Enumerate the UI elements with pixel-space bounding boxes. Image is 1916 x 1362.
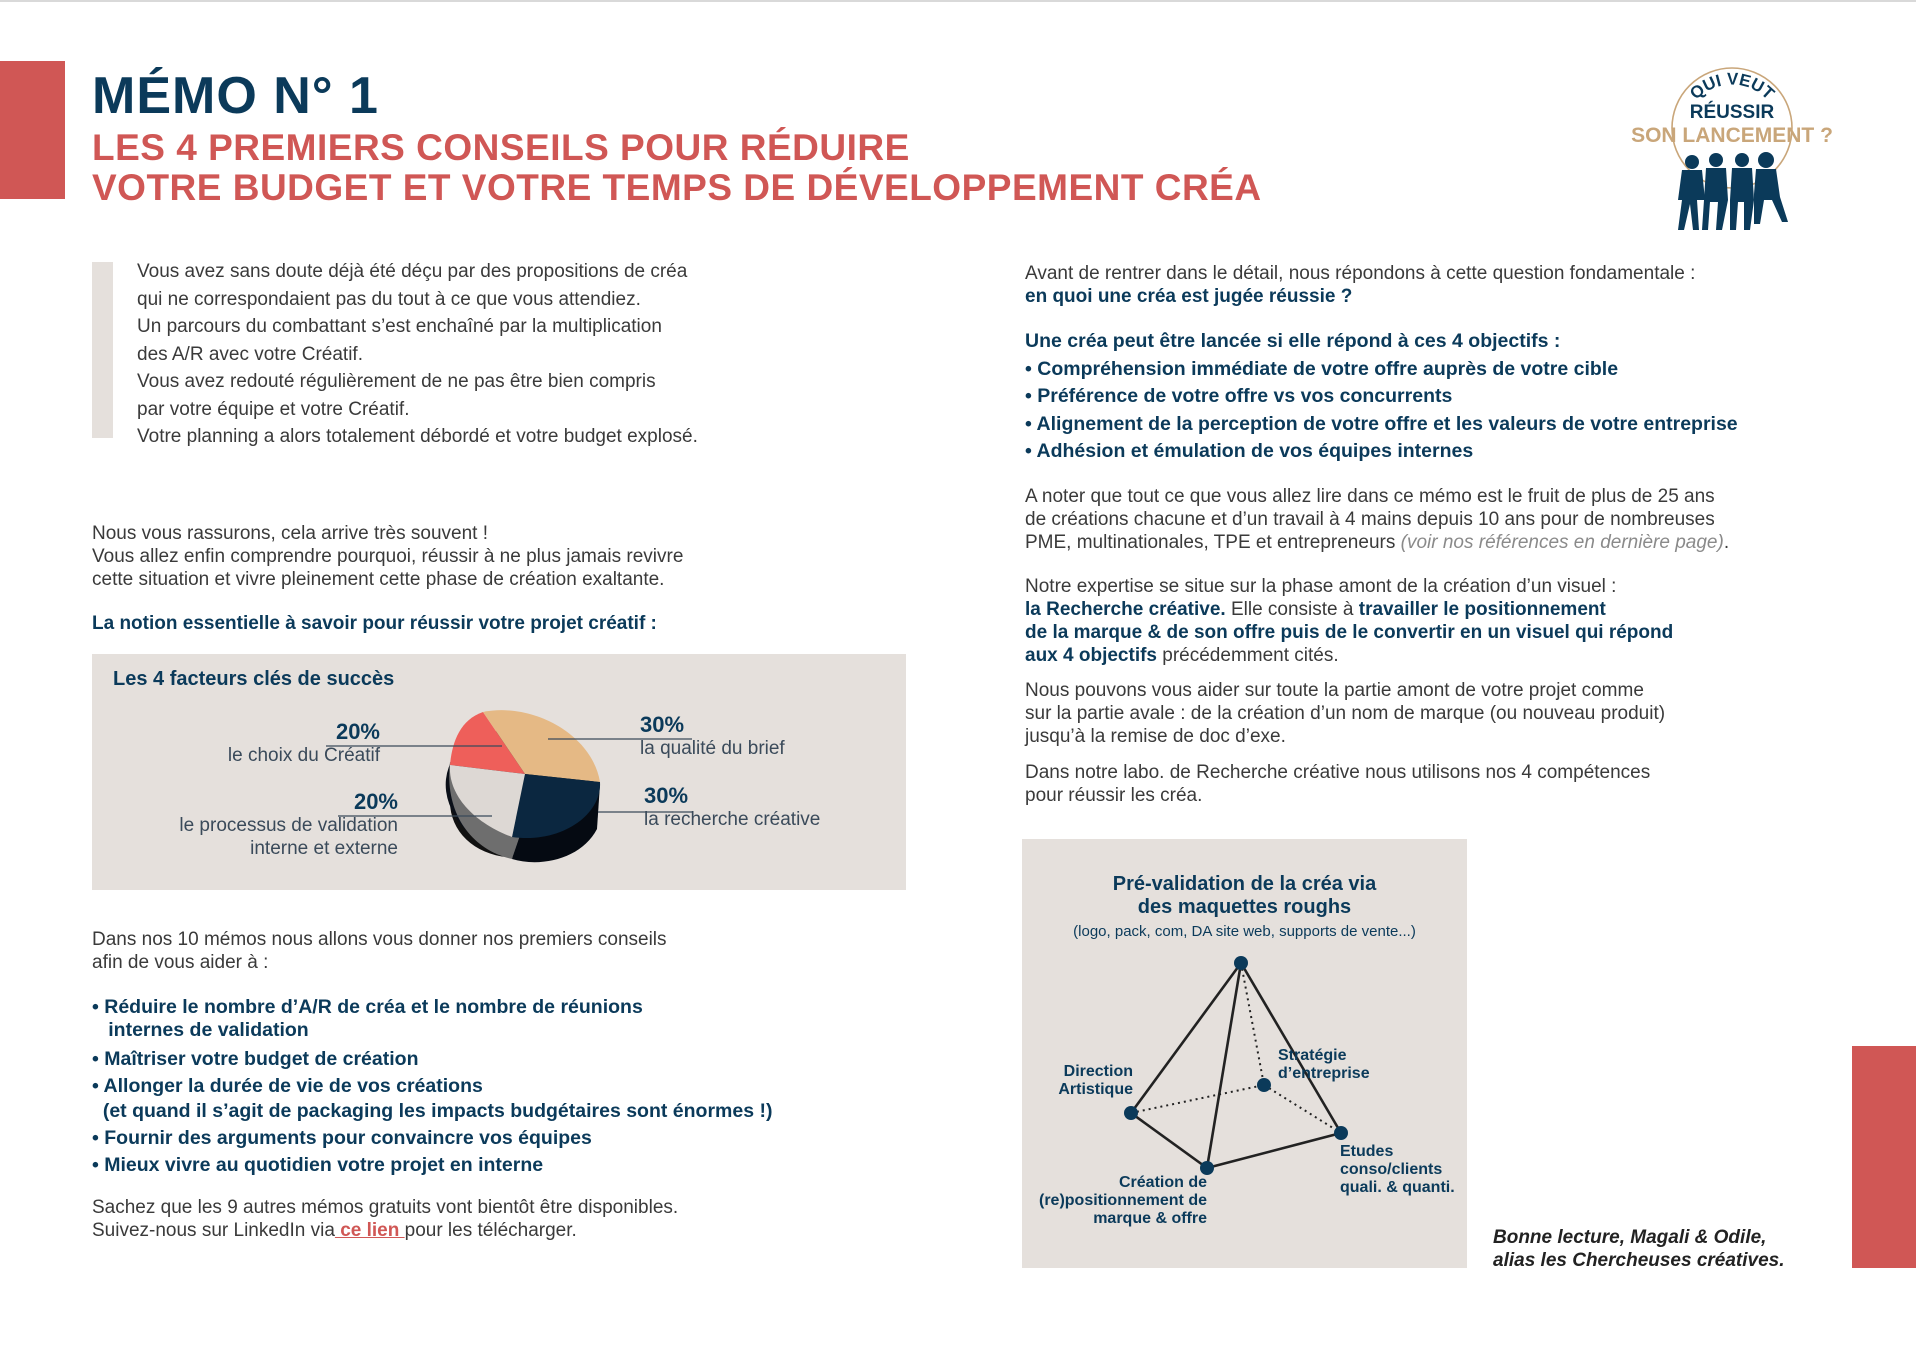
label-etudes: Etudes conso/clients quali. & quanti. bbox=[1340, 1143, 1455, 1196]
subtitle-line: LES 4 PREMIERS CONSEILS POUR RÉDUIRE bbox=[92, 127, 910, 168]
memos-intro-line: afin de vous aider à : bbox=[92, 952, 269, 973]
memos-intro-line: Dans nos 10 mémos nous allons vous donner nos premiers conseils bbox=[92, 929, 667, 950]
intro-line: Vous avez sans doute déjà été déçu par des propositions de créa bbox=[137, 261, 688, 282]
question-intro: Avant de rentrer dans le détail, nous répondons à cette question fondamentale : bbox=[1025, 263, 1696, 284]
pie-chart-box bbox=[92, 654, 906, 890]
node-da bbox=[1124, 1106, 1138, 1120]
references-note: (voir nos références en dernière page) bbox=[1400, 532, 1724, 553]
reassure-line: Nous vous rassurons, cela arrive très souvent ! bbox=[92, 523, 489, 544]
question-block bbox=[1025, 262, 1695, 308]
intro-line: Vous avez redouté régulièrement de ne pas être bien compris bbox=[137, 371, 656, 392]
four-people-silhouette-icon bbox=[1628, 62, 1838, 232]
intro-line: des A/R avec votre Créatif. bbox=[137, 343, 363, 365]
goal-item: • Mieux vivre au quotidien votre projet en interne bbox=[92, 1154, 544, 1176]
pie-label-recherche: 30% la recherche créative bbox=[644, 783, 821, 830]
reassure-line: Vous allez enfin comprendre pourquoi, réussir à ne plus jamais revivre bbox=[92, 546, 684, 567]
notion-heading: La notion essentielle à savoir pour réussir votre projet créatif : bbox=[92, 613, 657, 634]
reassure-paragraph bbox=[92, 522, 683, 591]
node-etudes bbox=[1334, 1126, 1348, 1140]
logo-line1: RÉUSSIR bbox=[1689, 102, 1775, 123]
goal-item: • Réduire le nombre d’A/R de créa et le nombre de réunions bbox=[92, 996, 643, 1018]
pie-label-creatif: 20% le choix du Créatif bbox=[227, 719, 380, 766]
subtitle-line: VOTRE BUDGET ET VOTRE TEMPS DE DÉVELOPPEMENT CRÉA bbox=[92, 167, 1262, 208]
help-paragraph: Nous pouvons vous aider sur toute la partie amont de votre projet comme sur la partie avale : de la création d’un nom de marque (ou nouveau produit) jusqu’à la remise de doc d’exe. bbox=[1025, 680, 1666, 747]
note-paragraph bbox=[1025, 485, 1729, 554]
pie-label-validation: 20% le processus de validation interne et externe bbox=[179, 789, 398, 859]
closing-line: Suivez-nous sur LinkedIn via ce lien pour les télécharger. bbox=[92, 1220, 577, 1241]
intro-line: Votre planning a alors totalement débordé et votre budget explosé. bbox=[137, 426, 698, 447]
top-border bbox=[0, 0, 1916, 2]
label-direction-artistique: Direction Artistique bbox=[1058, 1063, 1133, 1098]
objectives-block bbox=[1025, 328, 1738, 466]
svg-text:QUI VEUT bbox=[1686, 69, 1778, 103]
objectives-heading: Une créa peut être lancée si elle répond à ces 4 objectifs : bbox=[1025, 330, 1561, 352]
labo-paragraph: Dans notre labo. de Recherche créative nous utilisons nos 4 compétences pour réussir les créa. bbox=[1025, 762, 1651, 806]
goal-item: (et quand il s’agit de packaging les impacts budgétaires sont énormes !) bbox=[92, 1100, 773, 1122]
goal-item: • Fournir des arguments pour convaincre vos équipes bbox=[92, 1127, 592, 1149]
label-creation: Création de (re)positionnement de marque & offre bbox=[1038, 1174, 1207, 1227]
expertise-paragraph: Notre expertise se situe sur la phase amont de la création d’un visuel : la Recherche créative. Elle consiste à travailler le positionnement de la marque & de son offre puis de le convertir en un visuel qui répond aux 4 objectifs précédemment cités. bbox=[1025, 576, 1674, 666]
chart-title: Les 4 facteurs clés de succès bbox=[113, 668, 395, 690]
page-subtitle bbox=[92, 128, 1262, 208]
right-accent-bar bbox=[1852, 1046, 1916, 1268]
question-bold: en quoi une créa est jugée réussie ? bbox=[1025, 286, 1353, 307]
label-strategie: Stratégie d’entreprise bbox=[1278, 1047, 1370, 1082]
goal-item: • Maîtriser votre budget de création bbox=[92, 1048, 419, 1070]
memos-intro bbox=[92, 928, 667, 974]
objective-item: • Compréhension immédiate de votre offre auprès de votre cible bbox=[1025, 357, 1619, 380]
note-line: PME, multinationales, TPE et entrepreneurs (voir nos références en dernière page). bbox=[1025, 532, 1730, 553]
objective-item: • Alignement de la perception de votre offre et les valeurs de votre entreprise bbox=[1025, 412, 1738, 435]
goal-item: • Allonger la durée de vie de vos créations bbox=[92, 1075, 483, 1097]
signoff: Bonne lecture, Magali & Odile, alias les Chercheuses créatives. bbox=[1493, 1227, 1785, 1271]
logo-line2: SON LANCEMENT ? bbox=[1631, 124, 1833, 147]
closing-paragraph bbox=[92, 1196, 678, 1242]
pie-label-brief: 30% la qualité du brief bbox=[640, 712, 785, 759]
diagram-title: Pré-validation de la créa via des maquettes roughs bbox=[1112, 873, 1377, 918]
diagram-subtitle: (logo, pack, com, DA site web, supports de vente...) bbox=[1073, 923, 1416, 940]
node-apex bbox=[1234, 956, 1248, 970]
node-strategie bbox=[1257, 1078, 1271, 1092]
intro-line: Un parcours du combattant s’est enchaîné par la multiplication bbox=[137, 316, 662, 337]
goal-item: internes de validation bbox=[92, 1019, 309, 1041]
intro-paragraph bbox=[137, 258, 698, 451]
note-line: de créations chacune et d’un travail à 4 mains depuis 10 ans pour de nombreuses bbox=[1025, 509, 1715, 530]
brand-logo bbox=[1628, 62, 1838, 232]
linkedin-link[interactable]: ce lien bbox=[334, 1220, 405, 1241]
note-line: A noter que tout ce que vous allez lire dans ce mémo est le fruit de plus de 25 ans bbox=[1025, 486, 1715, 507]
page-title: MÉMO N° 1 bbox=[92, 67, 379, 125]
pyramid-diagram bbox=[1022, 839, 1467, 1268]
objective-item: • Adhésion et émulation de vos équipes internes bbox=[1025, 440, 1474, 462]
intro-line: par votre équipe et votre Créatif. bbox=[137, 398, 410, 420]
closing-line: Sachez que les 9 autres mémos gratuits vont bientôt être disponibles. bbox=[92, 1197, 679, 1218]
objective-item: • Préférence de votre offre vs vos concurrents bbox=[1025, 385, 1453, 407]
left-accent-bar bbox=[0, 61, 65, 199]
goals-list bbox=[92, 996, 772, 1179]
node-creation bbox=[1200, 1161, 1214, 1175]
intro-line: qui ne correspondaient pas du tout à ce que vous attendiez. bbox=[137, 288, 641, 310]
reassure-line: cette situation et vivre pleinement cette phase de création exaltante. bbox=[92, 569, 665, 590]
quote-bar bbox=[92, 262, 113, 438]
logo-arc-text: QUI VEUT bbox=[1686, 69, 1778, 104]
